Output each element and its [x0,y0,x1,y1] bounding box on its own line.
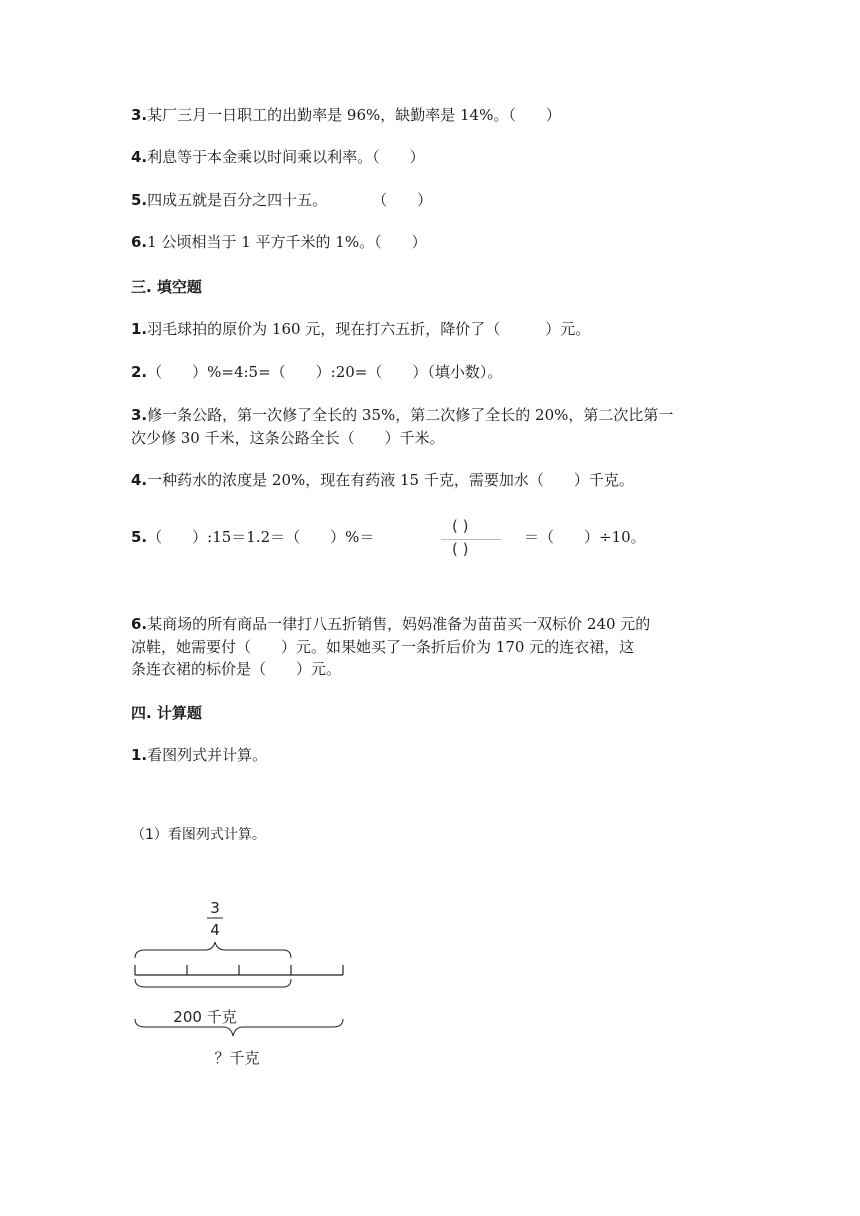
question-number: 3. [131,106,148,124]
fraction-bar [441,539,501,540]
top-brace [135,942,291,958]
judge-q5 [131,189,432,211]
fill-q2 [131,361,502,383]
line-segment-diagram [125,895,365,1075]
question-text: 修一条公路，第一次修了全长的 35%，第二次修了全长的 20%，第二次比第一 [147,406,674,424]
fill-q1 [131,318,590,340]
calc-subquestion: （1）看图列式计算。 [131,827,266,843]
question-number: 1. [131,746,148,764]
question-number: 4. [131,148,148,166]
fill-q4 [131,469,634,491]
question-text: 1 公顷相当于 1 平方千米的 1%。（ ） [147,233,427,251]
question-text: 某商场的所有商品一律打八五折销售，妈妈准备为苗苗买一双标价 240 元的 [147,615,651,633]
question-text: （ ）%=4:5=（ ）:20=（ ）（填小数）。 [147,363,503,381]
label-200-kg: 200 千克 [173,1008,237,1026]
question-text: 利息等于本金乘以时间乘以利率。（ ） [147,148,425,166]
question-text: 羽毛球拍的原价为 160 元，现在打六五折，降价了（ ）元。 [147,320,591,338]
fill-q5-right: ＝（ ）÷10。 [524,528,646,546]
bottom-brace [135,1019,343,1036]
fill-q3-line2: 次少修 30 千米，这条公路全长（ ）千米。 [131,429,445,447]
fraction-denominator: 4 [210,921,220,939]
judge-q4 [131,146,425,168]
fraction-numerator: 3 [210,899,220,917]
question-text-left: （ ）:15＝1.2＝（ ）%＝ [147,528,375,546]
question-number: 5. [131,528,148,546]
judge-q3 [131,104,561,126]
section-heading-calculation: 四. 计算题 [131,704,202,722]
question-text: 一种药水的浓度是 20%，现在有药液 15 千克，需要加水（ ）千克。 [147,471,634,489]
fraction-numerator-blank: ( ) [452,517,469,535]
question-number: 1. [131,320,148,338]
label-total-kg: ？千克 [214,1049,260,1067]
judge-q6 [131,231,427,253]
fill-q3 [131,404,673,426]
question-number: 6. [131,615,148,633]
question-number: 3. [131,406,148,424]
fraction-denominator-blank: ( ) [452,540,469,558]
question-text: 看图列式并计算。 [147,746,268,764]
fill-q6 [131,613,650,635]
fill-q5 [131,526,374,548]
question-number: 5. [131,191,148,209]
question-text: 某厂三月一日职工的出勤率是 96%，缺勤率是 14%。（ ） [147,106,561,124]
question-text: 四成五就是百分之四十五。 （ ） [147,191,433,209]
section-heading-fill-blank: 三. 填空题 [131,278,202,296]
middle-brace [135,979,291,987]
fill-q6-line2: 凉鞋，她需要付（ ）元。如果她买了一条折后价为 170 元的连衣裙，这 [131,638,635,656]
fill-q6-line3: 条连衣裙的标价是（ ）元。 [131,660,342,678]
question-number: 6. [131,233,148,251]
question-number: 2. [131,363,148,381]
calc-q1 [131,744,267,766]
question-number: 4. [131,471,148,489]
